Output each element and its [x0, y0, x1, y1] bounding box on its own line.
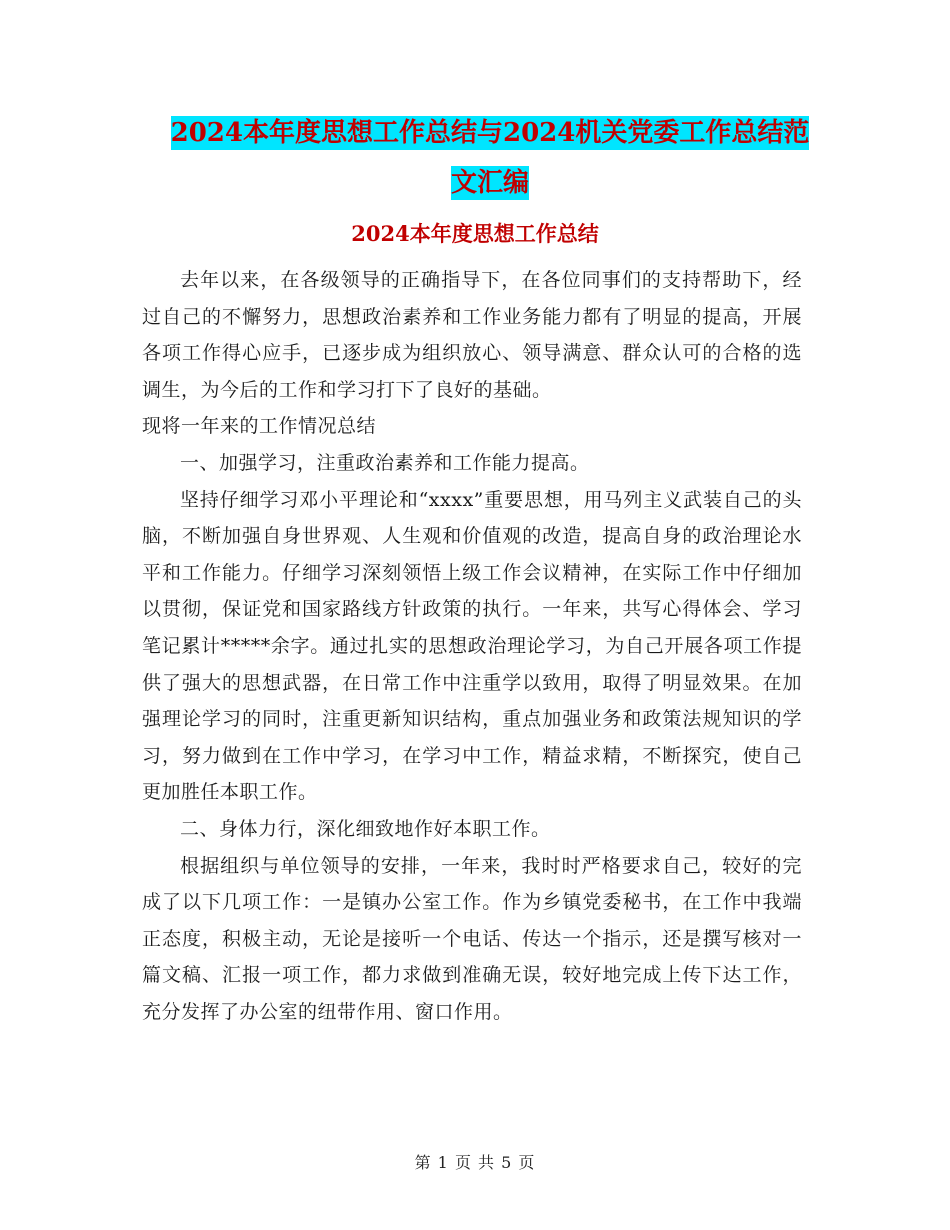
paragraph-summary-lead: 现将一年来的工作情况总结	[142, 415, 377, 438]
paragraph-study: 坚持仔细学习邓小平理论和“xxxx”重要思想，用马列主义武装自己的头脑，不断加强自身世界观、人生观和价值观的改造，提高自身的政治理论水平和工作能力。仔细学习深刻领悟上级工作会议精神，在实际工作中仔细加以贯彻，保证党和国家路线方针政策的执行。一年来，共写心得体会、学习笔记累计*****余字。通过扎实的思想政治理论学习，为自己开展各项工作提供了强大的思想武器，在日常工作中注重学以致用，取得了明显效果。在加强理论学习的同时，注重更新知识结构，重点加强业务和政策法规知识的学习，努力做到在工作中学习，在学习中工作，精益求精，不断探究，使自己更加胜任本职工作。	[142, 488, 802, 804]
section-title: 2024本年度思想工作总结	[351, 221, 599, 246]
title-line-1: 2024本年度思想工作总结与2024机关党委工作总结范	[170, 118, 810, 148]
body-text	[142, 262, 802, 1030]
page-footer: 第 1 页 共 5 页	[414, 1153, 536, 1172]
paragraph-intro: 去年以来，在各级领导的正确指导下，在各位同事们的支持帮助下，经过自己的不懈努力，思想政治素养和工作业务能力都有了明显的提高，开展各项工作得心应手，已逐步成为组织放心、领导满意、群众认可的合格的选调生，为今后的工作和学习打下了良好的基础。	[142, 269, 802, 401]
title-line-2: 文汇编	[450, 168, 529, 198]
document-title	[140, 108, 840, 208]
paragraph-work: 根据组织与单位领导的安排，一年来，我时时严格要求自己，较好的完成了以下几项工作：一是镇办公室工作。作为乡镇党委秘书，在工作中我端正态度，积极主动，无论是接听一个电话、传达一个指示，还是撰写核对一篇文稿、汇报一项工作，都力求做到准确无误，较好地完成上传下达工作，充分发挥了办公室的纽带作用、窗口作用。	[142, 854, 802, 1023]
heading-study: 一、加强学习，注重政治素养和工作能力提高。	[180, 451, 590, 474]
heading-work: 二、身体力行，深化细致地作好本职工作。	[180, 817, 551, 840]
